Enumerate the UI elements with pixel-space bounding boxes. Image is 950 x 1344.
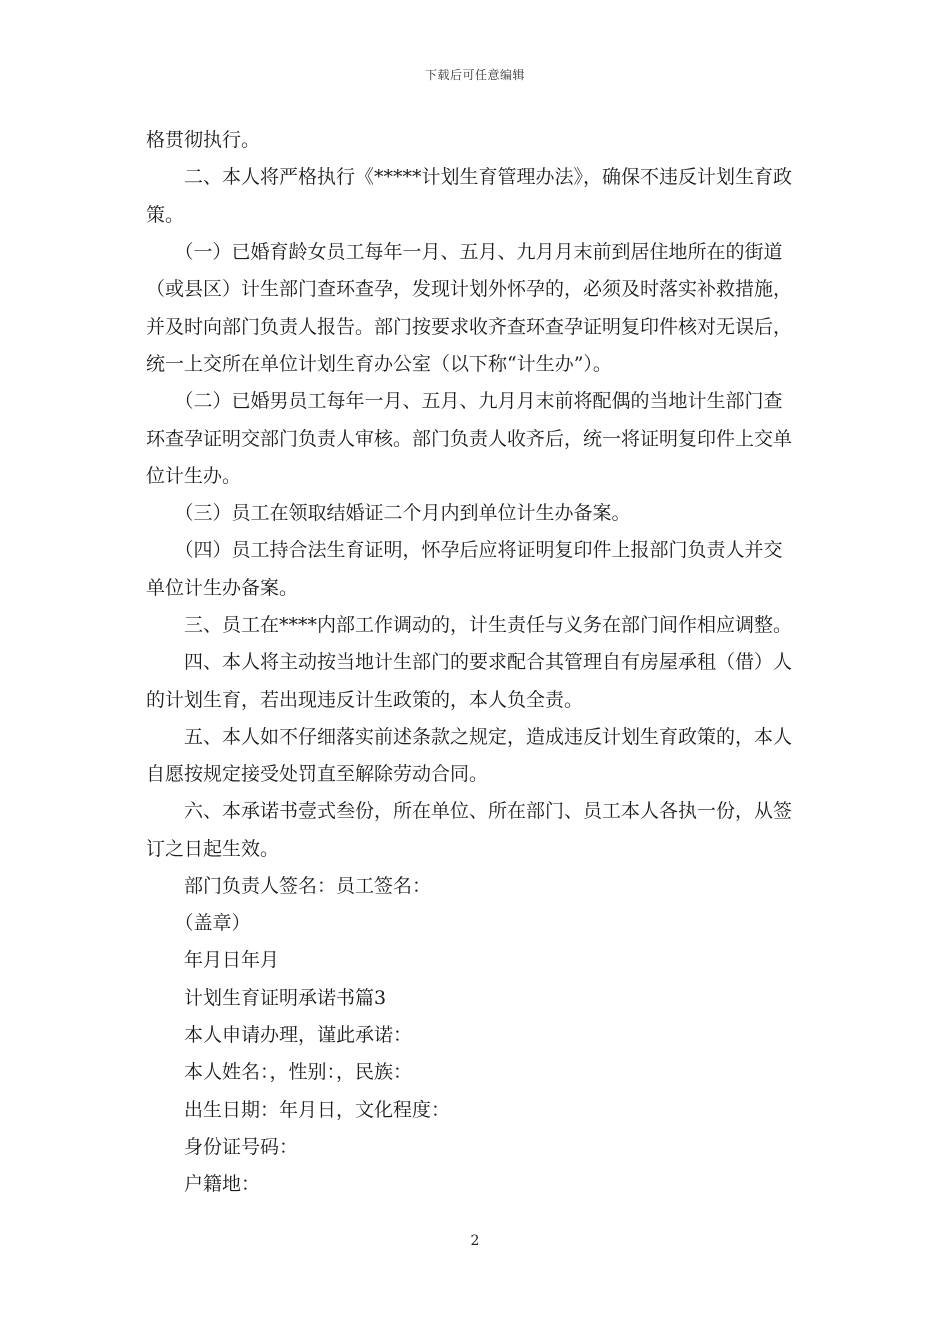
body-line: 二、本人将严格执行《*****计划生育管理办法》，确保不违反计划生育政 [146,166,793,188]
body-line: （二）已婚男员工每年一月、五月、九月月末前将配偶的当地计生部门查 [146,390,783,412]
body-line: 的计划生育，若出现违反计生政策的，本人负全责。 [146,689,584,711]
form-field-id-number: 身份证号码： [146,1136,299,1158]
page-header: 下载后可任意编辑 [424,68,525,82]
body-line: 统一上交所在单位计划生育办公室（以下称“计生办”）。 [146,353,612,375]
body-line: 五、本人如不仔细落实前述条款之规定，造成违反计划生育政策的，本人 [146,726,793,748]
body-line: 四、本人将主动按当地计生部门的要求配合其管理自有房屋承租（借）人 [146,651,793,673]
form-field-name: 本人姓名：，性别：，民族： [146,1061,413,1083]
body-line: 三、员工在****内部工作调动的，计生责任与义务在部门间作相应调整。 [146,614,793,636]
form-field-household: 户籍地： [146,1173,261,1195]
body-line: （一）已婚育龄女员工每年一月、五月、九月月末前到居住地所在的街道 [146,241,783,263]
signature-line: 部门负责人签名：员工签名： [146,875,432,897]
body-line: 订之日起生效。 [146,838,280,860]
body-line: 格贯彻执行。 [146,129,261,151]
body-line: （三）员工在领取结婚证二个月内到单位计生办备案。 [146,502,631,524]
body-line: 单位计生办备案。 [146,577,299,599]
body-line: 环查孕证明交部门负责人审核。部门负责人收齐后，统一将证明复印件上交单 [146,428,793,450]
body-line: 六、本承诺书壹式叁份，所在单位、所在部门、员工本人各执一份，从签 [146,800,793,822]
section-title: 计划生育证明承诺书篇3 [146,987,387,1009]
seal-line: （盖章） [146,912,251,934]
page-number: 2 [470,1233,480,1249]
form-field-birthdate: 出生日期：年月日，文化程度： [146,1099,451,1121]
body-line: （或县区）计生部门查环查孕，发现计划外怀孕的，必须及时落实补救措施， [146,278,793,300]
body-line: 策。 [146,204,185,226]
body-line: （四）员工持合法生育证明，怀孕后应将证明复印件上报部门负责人并交 [146,539,783,561]
date-line: 年月日年月 [146,949,280,971]
body-line: 本人申请办理，谨此承诺： [146,1024,413,1046]
body-line: 自愿按规定接受处罚直至解除劳动合同。 [146,763,489,785]
body-line: 位计生办。 [146,465,242,487]
body-line: 并及时向部门负责人报告。部门按要求收齐查环查孕证明复印件核对无误后， [146,316,793,338]
